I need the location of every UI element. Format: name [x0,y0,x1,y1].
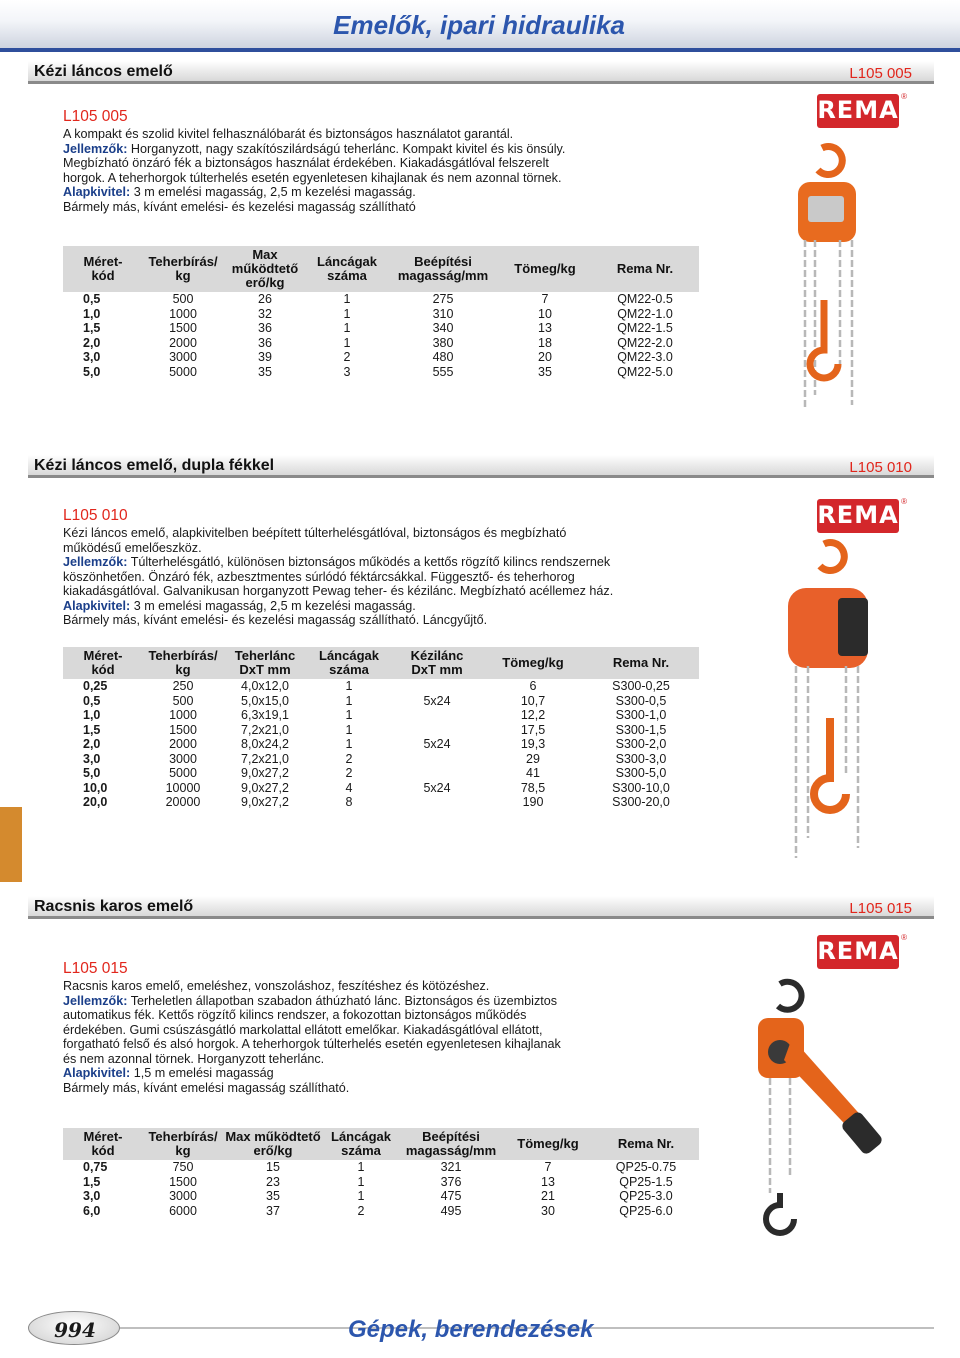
table-cell: 1 [345,737,353,752]
table-row [63,350,699,365]
table-cell: 1 [343,292,351,307]
table-cell: S300-3,0 [615,751,667,766]
column-header: Max működtető erő/kg [223,1128,323,1160]
column-header: Láncágak száma [323,1128,399,1160]
table-cell: S300-1,5 [615,722,667,737]
section-title: Kézi láncos emelő [34,63,173,80]
table-cell: 5x24 [423,737,451,752]
table-cell: 21 [541,1189,555,1204]
table-row [63,723,699,738]
column-header: Rema Nr. [593,1128,699,1160]
size-code-cell: 1,5 [83,321,101,336]
table-cell: 2 [357,1203,365,1218]
table-cell: 750 [172,1160,194,1175]
size-code-cell: 2,0 [83,335,101,350]
table-cell: 3000 [169,751,197,766]
table-cell: 9,0x27,2 [241,780,289,795]
desc-text: Terheletlen állapotban szabadon áthúzható lánc. Biztonságos és üzembiztos [130,993,558,1008]
column-header: Láncágak száma [307,647,391,679]
table-cell: 20000 [165,795,201,810]
table-row [63,1204,699,1219]
table-cell: 275 [432,292,454,307]
desc-line: Bármely más, kívánt emelési magasság szállítható. [63,1080,350,1095]
table-cell: 2 [345,751,353,766]
table-row [63,1175,699,1190]
desc-line: forgatható felső és alsó horgok. A teherhorgok túlterhelés esetén egyenletesen kihajlanak [63,1037,561,1051]
table-cell: QP25-0.75 [615,1160,677,1175]
brand-logo [817,933,907,969]
table-cell: 2 [345,766,353,781]
table-cell: QP25-3.0 [619,1189,673,1204]
table-row [63,694,699,709]
table-cell: 5000 [169,766,197,781]
table-cell: QM22-2.0 [617,335,673,350]
table-cell: 1500 [169,722,197,737]
table-cell: 8 [345,795,353,810]
table-cell: 35 [258,364,272,379]
product-description [63,107,638,214]
table-cell [391,795,483,810]
table-cell: 36 [258,321,272,336]
table-row [63,781,699,796]
desc-key: Jellemzők: [63,555,128,569]
table-cell: QM22-3.0 [617,350,673,365]
desc-text: Horganyzott, nagy szakítószilárdságú teherlánc. Kompakt kivitel és kis önsúly. [130,141,566,156]
table-cell [391,752,483,767]
column-header: Méret- kód [63,647,143,679]
desc-line [63,185,638,200]
table-cell: 1 [345,679,353,694]
size-code-cell: 6,0 [83,1203,101,1218]
table-cell: S300-20,0 [612,795,670,810]
table-cell: 7 [544,1160,552,1175]
table-cell: 376 [440,1174,462,1189]
table-row [63,321,699,336]
table-cell: 4 [345,780,353,795]
brand-logo [817,92,907,128]
desc-text: 3 m emelési magasság, 2,5 m kezelési magasság. [133,185,416,199]
product-description [63,506,643,628]
table-cell: 7,2x21,0 [241,751,289,766]
desc-line [63,599,643,614]
size-code-cell: 20,0 [83,795,108,810]
desc-text: Túlterhelésgátló, különösen biztonságos működés a kettős rögzítő kilincs rendszernek [130,555,611,569]
desc-line: köszönhetően. Önzáró fék, azbesztmentes súrlódó féktárcsákkal. Függesztő- és teherhorog [63,569,575,584]
size-code-cell: 2,0 [83,737,101,752]
size-code-cell: 5,0 [83,766,101,781]
table-cell: 500 [172,292,194,307]
column-header: Max működtető erő/kg [223,246,307,292]
section-header [28,455,934,478]
table-cell: 18 [538,335,552,350]
table-cell: 555 [432,364,454,379]
table-cell: 78,5 [520,780,546,795]
desc-line [63,555,643,570]
desc-key: Alapkivitel: [63,1066,131,1080]
table-cell: 1 [343,306,351,321]
section-code: L105 015 [849,900,912,917]
table-cell: 4,0x12,0 [241,679,289,694]
table-cell: 250 [172,679,194,694]
table-cell: 2000 [169,335,197,350]
desc-key: Alapkivitel: [63,598,131,613]
table-cell: QP25-1.5 [619,1174,673,1189]
desc-line: működésű emelőeszköz. [63,540,202,555]
registered-mark: ® [901,92,907,101]
column-header: Teherbírás/ kg [143,647,223,679]
table-cell: 39 [258,350,272,365]
table-cell: 7,2x21,0 [241,722,289,737]
table-cell: 13 [541,1174,555,1189]
table-cell: 6,3x19,1 [241,708,289,723]
table-cell: 480 [432,350,454,365]
column-header: Teherbírás/ kg [143,1128,223,1160]
table-cell: 37 [266,1203,280,1218]
registered-mark: ® [901,933,907,942]
column-header: Beépítési magasság/mm [399,1128,503,1160]
table-cell: 8,0x24,2 [241,737,289,752]
table-row [63,708,699,723]
table-cell: QP25-6.0 [619,1203,673,1218]
table-cell: 1500 [169,1174,197,1189]
table-cell: S300-1,0 [615,708,667,723]
size-code-cell: 0,25 [83,679,108,694]
table-row [63,336,699,351]
desc-text: 3 m emelési magasság, 2,5 m kezelési magasság. [133,598,416,613]
size-code-cell: 10,0 [83,780,108,795]
column-header: Teherbírás/ kg [143,246,223,292]
table-cell: 7 [541,292,549,307]
section-code: L105 010 [849,459,912,476]
product-description [63,959,638,1095]
table-cell: 19,3 [520,737,546,752]
desc-key: Jellemzők: [63,993,128,1008]
section-header [28,896,934,919]
table-cell: 13 [538,321,552,336]
side-tab [0,807,22,882]
table-cell: 32 [258,306,272,321]
table-header-row [63,1128,699,1160]
table-cell: S300-10,0 [612,780,670,795]
table-row [63,307,699,322]
spec-table [63,1128,699,1218]
section-title: Kézi láncos emelő, dupla fékkel [34,457,275,474]
product-code: L105 010 [63,507,128,524]
desc-line: Megbízható önzáró fék a biztonságos használat érdekében. Kiakadásgátlóval felszerelt [63,156,549,170]
table-cell: 380 [432,335,454,350]
table-cell: 1 [345,722,353,737]
table-cell: 1 [345,693,353,708]
spec-table [63,647,699,810]
desc-text: 1,5 m emelési magasság [133,1066,274,1080]
column-header: Kézilánc DxT mm [391,647,483,679]
section-code: L105 005 [849,65,912,82]
table-cell: QM22-5.0 [617,364,673,379]
table-cell: 6 [529,679,537,694]
product-code: L105 005 [63,108,128,125]
table-cell: 35 [266,1189,280,1204]
lever-hoist-image [752,978,882,1238]
table-cell: 1000 [169,306,197,321]
desc-key: Jellemzők: [63,141,128,156]
column-header: Méret- kód [63,246,143,292]
table-header-row [63,647,699,679]
table-row [63,292,699,307]
table-cell: 10,7 [520,693,546,708]
desc-line: Racsnis karos emelő, emeléshez, vonszoláshoz, feszítéshez és kötözéshez. [63,979,490,993]
brand-logo-text: REMA [817,937,899,965]
table-cell: 12,2 [520,708,546,723]
table-cell: 29 [526,751,540,766]
table-row [63,766,699,781]
table-cell: 1500 [169,321,197,336]
table-cell: QM22-1.5 [617,321,673,336]
table-cell: 3000 [169,1189,197,1204]
column-header: Láncágak száma [307,246,387,292]
desc-line: automatikus fék. Kettős rögzítő kilincs rendszer, a fokozottan biztonságos működés [63,1008,527,1022]
table-cell: 6000 [169,1203,197,1218]
brand-logo-text: REMA [817,96,899,124]
size-code-cell: 0,75 [83,1160,108,1175]
size-code-cell: 1,0 [83,306,101,321]
table-cell: S300-2,0 [615,737,667,752]
table-cell [391,679,483,694]
table-cell: 1 [357,1160,365,1175]
table-cell: 2000 [169,737,197,752]
table-row [63,679,699,694]
column-header: Beépítési magasság/mm [387,246,499,292]
table-cell: 5,0x15,0 [241,693,289,708]
table-cell: 321 [440,1160,462,1175]
column-header: Tömeg/kg [499,246,591,292]
table-row [63,752,699,767]
table-cell: 1 [343,321,351,336]
page-number-badge [28,1311,120,1345]
column-header: Teherlánc DxT mm [223,647,307,679]
desc-key: Alapkivitel: [63,185,131,199]
table-cell: 30 [541,1203,555,1218]
table-cell: 310 [432,306,454,321]
desc-line: és nem azonnal törnek. Horganyzott teherlánc. [63,1051,325,1066]
chain-hoist-image [770,140,880,410]
size-code-cell: 3,0 [83,1189,101,1204]
table-cell: 190 [522,795,544,810]
desc-line [63,142,638,157]
product-code: L105 015 [63,960,128,977]
table-cell: 5x24 [423,693,451,708]
table-cell: 20 [538,350,552,365]
table-cell: 1000 [169,708,197,723]
table-cell: 9,0x27,2 [241,795,289,810]
table-cell: 35 [538,364,552,379]
size-code-cell: 1,5 [83,722,101,737]
header-rule [0,48,960,52]
desc-line: érdekében. Gumi csúszásgátló markolattal ellátott emelőkar. Kiakadásgátlóval ellátott, [63,1022,543,1037]
column-header: Rema Nr. [583,647,699,679]
table-cell: QM22-0.5 [617,292,673,307]
table-cell [391,766,483,781]
desc-line: A kompakt és szolid kivitel felhasználóbarát és biztonságos használatot garantál. [63,127,514,141]
table-cell: 1 [357,1189,365,1204]
table-cell: 5000 [169,364,197,379]
table-row [63,737,699,752]
page-number: 994 [54,1318,96,1342]
size-code-cell: 1,0 [83,708,101,723]
spec-table [63,246,699,379]
page-title: Emelők, ipari hidraulika [333,10,625,40]
size-code-cell: 3,0 [83,751,101,766]
table-cell: 5x24 [423,780,451,795]
desc-line: Bármely más, kívánt emelési- és kezelési magasság szállítható. Láncgyűjtő. [63,613,488,627]
table-cell: S300-0,25 [612,679,670,694]
footer-title: Gépek, berendezések [348,1316,594,1343]
registered-mark: ® [901,497,907,506]
table-cell: 500 [172,693,194,708]
table-cell: 1 [345,708,353,723]
table-cell: 2 [343,350,351,365]
table-cell: 26 [258,292,272,307]
table-cell: 10000 [165,780,201,795]
size-code-cell: 0,5 [83,693,101,708]
section-header [28,61,934,84]
size-code-cell: 1,5 [83,1174,101,1189]
table-cell: 495 [440,1203,462,1218]
table-cell: QM22-1.0 [617,306,673,321]
size-code-cell: 0,5 [83,292,101,307]
table-cell: S300-0,5 [615,693,667,708]
column-header: Rema Nr. [591,246,699,292]
table-cell [391,723,483,738]
desc-line [63,994,638,1009]
table-cell: 1 [357,1174,365,1189]
desc-line: Bármely más, kívánt emelési- és kezelési magasság szállítható [63,199,416,214]
table-cell [391,708,483,723]
section-title: Racsnis karos emelő [34,898,194,915]
table-row [63,365,699,380]
table-cell: 3000 [169,350,197,365]
size-code-cell: 3,0 [83,350,101,365]
column-header: Méret- kód [63,1128,143,1160]
column-header: Tömeg/kg [503,1128,593,1160]
table-cell: 15 [266,1160,280,1175]
table-row [63,795,699,810]
table-cell: S300-5,0 [615,766,667,781]
brand-logo [817,497,907,533]
table-header-row [63,246,699,292]
table-cell: 41 [526,766,540,781]
table-row [63,1160,699,1175]
desc-line [63,1066,638,1081]
table-cell: 9,0x27,2 [241,766,289,781]
size-code-cell: 5,0 [83,364,101,379]
table-cell: 10 [538,306,552,321]
table-cell: 475 [440,1189,462,1204]
table-cell: 340 [432,321,454,336]
table-cell: 1 [343,335,351,350]
table-cell: 23 [266,1174,280,1189]
table-row [63,1189,699,1204]
column-header: Tömeg/kg [483,647,583,679]
desc-line: horgok. A teherhorgok túlterhelés esetén egyenletesen kihajlanak és nem azonnal törnek. [63,170,562,185]
table-cell: 17,5 [520,722,546,737]
chain-hoist-image [768,538,888,858]
table-cell: 3 [343,364,351,379]
table-cell: 36 [258,335,272,350]
brand-logo-text: REMA [817,501,899,529]
desc-line: kiakadásgátlóval. Galvanikusan horganyzott Pewag teher- és kézilánc. Megbízható acéllemez ház. [63,584,614,598]
desc-line: Kézi láncos emelő, alapkivitelben beépített túlterhelésgátlóval, biztonságos és megbízható [63,526,567,540]
